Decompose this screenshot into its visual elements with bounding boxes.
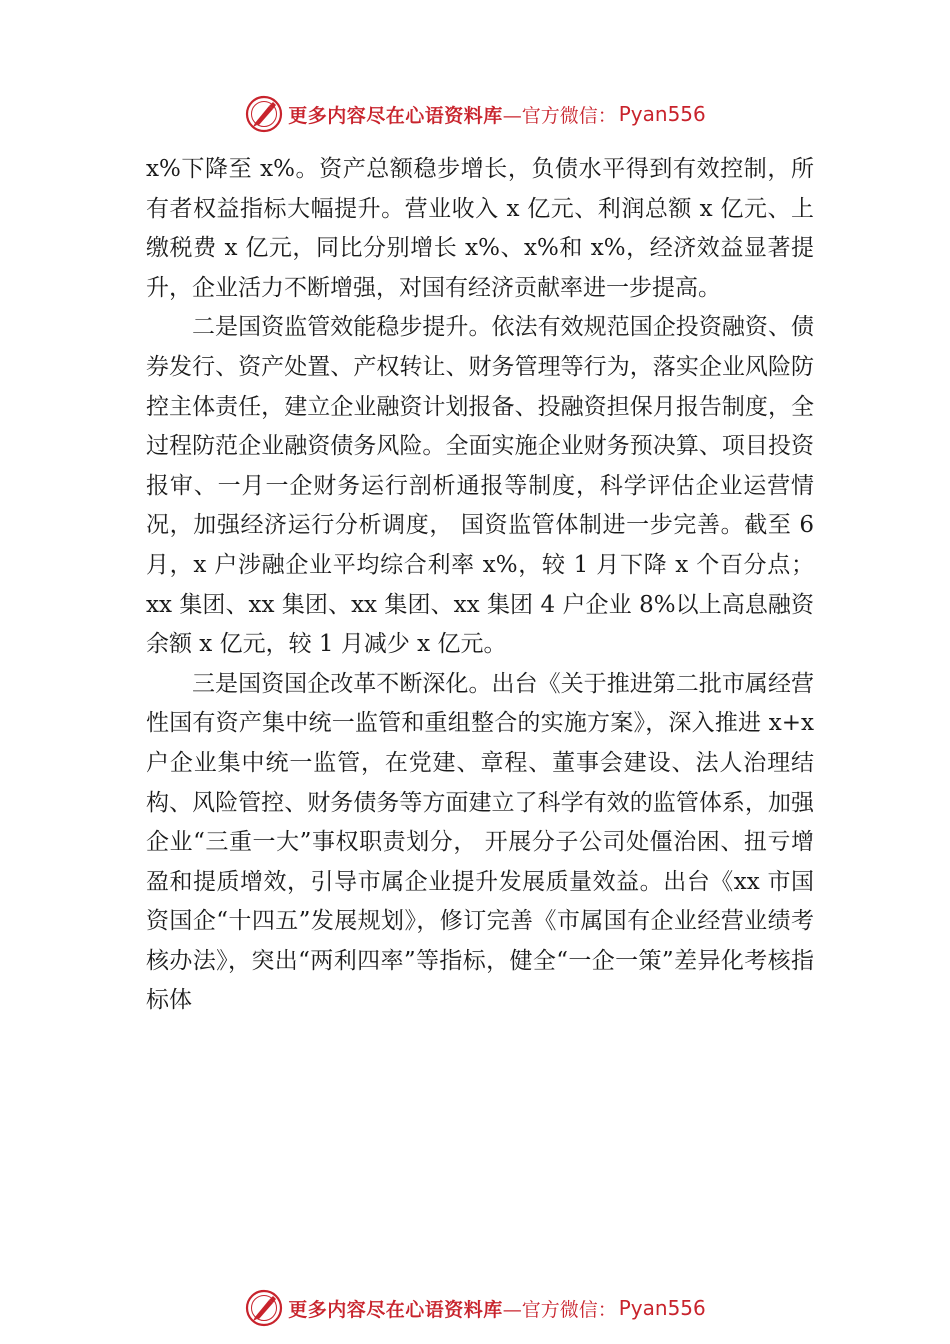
footer-banner[interactable] — [0, 1286, 950, 1330]
banner-wechat-id: Pyan556 — [618, 102, 706, 126]
paragraph-1: x%下降至 x%。资产总额稳步增长，负债水平得到有效控制，所有者权益指标大幅提升。营业收入 x 亿元、利润总额 x 亿元、上缴税费 x 亿元，同比分别增长 x%、x%和 x%，经济效益显著提升，企业活力不断增强，对国有经济贡献率进一步提高。 — [146, 156, 814, 301]
paragraph-3: 三是国资国企改革不断深化。出台《关于推进第二批市属经营性国有资产集中统一监管和重组整合的实施方案》，深入推进 x+x 户企业集中统一监管，在党建、章程、董事会建设、法人治理结构、风险管控、财务债务等方面建立了科学有效的监管体系，加强企业“三重一大”事权职责划分， 开展分子公司处僵治困、扭亏增盈和提质增效，引导市属企业提升发展质量效益。出台《xx 市国资国企“十四五”发展规划》，修订完善《市属国有企业经营业绩考核办法》，突出“两利四率”等指标，健全“一企一策”差异化考核指标体 — [146, 670, 814, 1014]
banner-main-text: 更多内容尽在心语资料库 — [288, 1298, 503, 1321]
banner-sub-text: —官方微信： — [502, 1298, 617, 1321]
header-banner[interactable] — [0, 92, 950, 136]
paragraph-2: 二是国资监管效能稳步提升。依法有效规范国企投资融资、债券发行、资产处置、产权转让、财务管理等行为，落实企业风险防控主体责任，建立企业融资计划报备、投融资担保月报告制度，全过程防范企业融资债务风险。全面实施企业财务预决算、项目投资报审、一月一企财务运行剖析通报等制度，科学评估企业运营情况，加强经济运行分析调度， 国资监管体制进一步完善。截至 6 月，x 户涉融企业平均综合利率 x%，较 1 月下降 x 个百分点；xx 集团、xx 集团、xx 集团、xx 集团 4 户企业 8%以上高息融资余额 x 亿元，较 1 月减少 x 亿元。 — [146, 314, 814, 658]
pen-logo-icon — [244, 1288, 284, 1328]
pen-logo-icon — [244, 94, 284, 134]
document-body — [146, 150, 814, 1021]
banner-wechat-id: Pyan556 — [618, 1296, 706, 1320]
banner-main-text: 更多内容尽在心语资料库 — [288, 104, 503, 127]
banner-sub-text: —官方微信： — [502, 104, 617, 127]
